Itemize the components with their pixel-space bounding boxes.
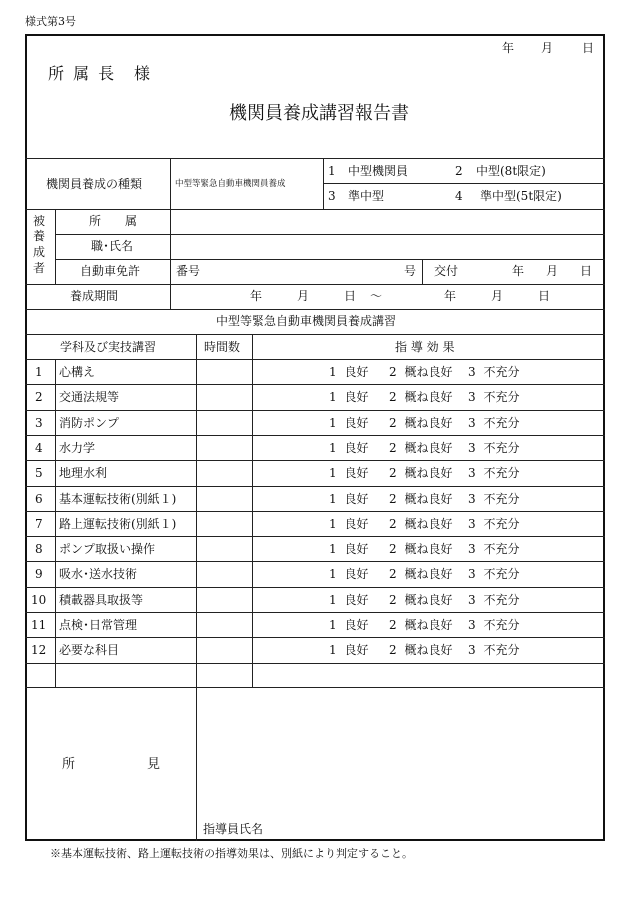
trainee-side-char-3: 成 xyxy=(33,245,46,259)
subject-number: 3 xyxy=(35,416,43,430)
license-number-label: 番号 xyxy=(176,264,201,278)
effect-option-3[interactable]: 3 不充分 xyxy=(468,466,520,480)
opinion-char-2: 見 xyxy=(147,757,161,772)
effect-option-1[interactable]: 1 良好 xyxy=(329,593,369,607)
subject-name: 水力学 xyxy=(59,441,96,455)
footnote: ※基本運転技術、路上運転技術の指導効果は、別紙により判定すること。 xyxy=(50,847,413,860)
subject-name: 交通法規等 xyxy=(59,390,120,404)
license-label: 自動車免許 xyxy=(80,264,141,278)
course-title: 中型等緊急自動車機関員養成講習 xyxy=(216,314,397,328)
hours-header: 時間数 xyxy=(204,340,241,354)
period-month-2: 月 xyxy=(491,289,504,303)
effect-option-2[interactable]: 2 概ね良好 xyxy=(389,593,453,607)
effect-option-3[interactable]: 3 不充分 xyxy=(468,542,520,556)
addressee-title: 所 属 長 xyxy=(48,64,117,83)
subject-number: 10 xyxy=(31,593,47,607)
option-2-num: 2 xyxy=(455,164,463,178)
period-day-1: 日 xyxy=(344,289,357,303)
subject-number: 6 xyxy=(35,492,43,506)
effect-option-1[interactable]: 1 良好 xyxy=(329,618,369,632)
training-type-label: 機関員養成の種類 xyxy=(46,177,143,191)
option-4-text: 準中型(5t限定) xyxy=(480,189,562,203)
effect-option-1[interactable]: 1 良好 xyxy=(329,517,369,531)
effect-option-1[interactable]: 1 良好 xyxy=(329,492,369,506)
effect-option-3[interactable]: 3 不充分 xyxy=(468,441,520,455)
subject-name: 地理水利 xyxy=(59,466,108,480)
option-1-text: 中型機関員 xyxy=(348,164,409,178)
trainee-side-char-4: 者 xyxy=(33,261,46,275)
effect-option-1[interactable]: 1 良好 xyxy=(329,567,369,581)
subject-name: 吸水･送水技術 xyxy=(59,567,138,581)
period-month-1: 月 xyxy=(297,289,310,303)
effect-option-1[interactable]: 1 良好 xyxy=(329,365,369,379)
option-3-text: 準中型 xyxy=(348,189,385,203)
effect-option-3[interactable]: 3 不充分 xyxy=(468,567,520,581)
effect-option-2[interactable]: 2 概ね良好 xyxy=(389,365,453,379)
subject-number: 5 xyxy=(35,466,43,480)
period-label: 養成期間 xyxy=(70,289,119,303)
subject-name: ポンプ取扱い操作 xyxy=(59,542,156,556)
effect-option-2[interactable]: 2 概ね良好 xyxy=(389,618,453,632)
period-year-1: 年 xyxy=(250,289,263,303)
effect-option-3[interactable]: 3 不充分 xyxy=(468,643,520,657)
issued-month: 月 xyxy=(546,264,559,278)
subject-number: 8 xyxy=(35,542,43,556)
affiliation-label: 所 属 xyxy=(89,214,138,228)
date-day: 日 xyxy=(582,41,595,55)
option-2-text: 中型(8t限定) xyxy=(476,164,546,178)
subject-number: 4 xyxy=(35,441,43,455)
effect-option-2[interactable]: 2 概ね良好 xyxy=(389,567,453,581)
effect-option-1[interactable]: 1 良好 xyxy=(329,643,369,657)
opinion-char-1: 所 xyxy=(62,757,76,772)
issued-year: 年 xyxy=(512,264,525,278)
effect-option-2[interactable]: 2 概ね良好 xyxy=(389,390,453,404)
subject-number: 9 xyxy=(35,567,43,581)
effect-option-3[interactable]: 3 不充分 xyxy=(468,390,520,404)
subject-name: 点検･日常管理 xyxy=(59,618,138,632)
effect-option-3[interactable]: 3 不充分 xyxy=(468,416,520,430)
effect-option-1[interactable]: 1 良好 xyxy=(329,441,369,455)
subject-number: 2 xyxy=(35,390,43,404)
effect-option-2[interactable]: 2 概ね良好 xyxy=(389,466,453,480)
subject-number: 12 xyxy=(31,643,47,657)
issued-day: 日 xyxy=(580,264,593,278)
page-title: 機関員養成講習報告書 xyxy=(229,103,409,124)
subject-name: 基本運転技術(別紙１) xyxy=(59,492,177,506)
effect-option-2[interactable]: 2 概ね良好 xyxy=(389,643,453,657)
instructor-name-label: 指導員氏名 xyxy=(203,822,264,836)
period-day-2: 日 xyxy=(538,289,551,303)
effect-option-2[interactable]: 2 概ね良好 xyxy=(389,542,453,556)
subject-name: 心構え xyxy=(59,365,96,379)
effect-option-2[interactable]: 2 概ね良好 xyxy=(389,441,453,455)
effect-header: 指 導 効 果 xyxy=(395,340,455,354)
effect-option-1[interactable]: 1 良好 xyxy=(329,466,369,480)
option-1-num: 1 xyxy=(328,164,336,178)
report-form-frame xyxy=(25,34,605,841)
period-year-2: 年 xyxy=(444,289,457,303)
subject-name: 消防ポンプ xyxy=(59,416,120,430)
effect-option-3[interactable]: 3 不充分 xyxy=(468,492,520,506)
period-tilde: ～ xyxy=(370,289,383,303)
subject-header: 学科及び実技講習 xyxy=(60,340,157,354)
training-type-sublabel: 中型等緊急自動車機関員養成 xyxy=(175,179,286,189)
trainee-side-char-1: 被 xyxy=(33,214,46,228)
subject-name: 必要な科目 xyxy=(59,643,120,657)
effect-option-3[interactable]: 3 不充分 xyxy=(468,593,520,607)
effect-option-3[interactable]: 3 不充分 xyxy=(468,618,520,632)
effect-option-2[interactable]: 2 概ね良好 xyxy=(389,517,453,531)
trainee-side-char-2: 養 xyxy=(33,229,46,243)
date-year: 年 xyxy=(502,41,515,55)
form-number: 様式第3号 xyxy=(25,15,76,28)
effect-option-2[interactable]: 2 概ね良好 xyxy=(389,416,453,430)
effect-option-3[interactable]: 3 不充分 xyxy=(468,365,520,379)
subject-number: 1 xyxy=(35,365,43,379)
effect-option-1[interactable]: 1 良好 xyxy=(329,390,369,404)
date-month: 月 xyxy=(541,41,554,55)
subject-name: 積載器具取扱等 xyxy=(59,593,144,607)
license-issued-label: 交付 xyxy=(434,264,459,278)
subject-number: 7 xyxy=(35,517,43,531)
license-number-suffix: 号 xyxy=(404,264,417,278)
option-3-num: 3 xyxy=(328,189,336,203)
effect-option-1[interactable]: 1 良好 xyxy=(329,416,369,430)
effect-option-3[interactable]: 3 不充分 xyxy=(468,517,520,531)
addressee-honorific: 様 xyxy=(134,64,151,83)
subject-number: 11 xyxy=(31,618,47,632)
position-name-label: 職･氏名 xyxy=(91,239,134,253)
subject-name: 路上運転技術(別紙１) xyxy=(59,517,177,531)
effect-option-2[interactable]: 2 概ね良好 xyxy=(389,492,453,506)
effect-option-1[interactable]: 1 良好 xyxy=(329,542,369,556)
option-4-num: 4 xyxy=(455,189,463,203)
